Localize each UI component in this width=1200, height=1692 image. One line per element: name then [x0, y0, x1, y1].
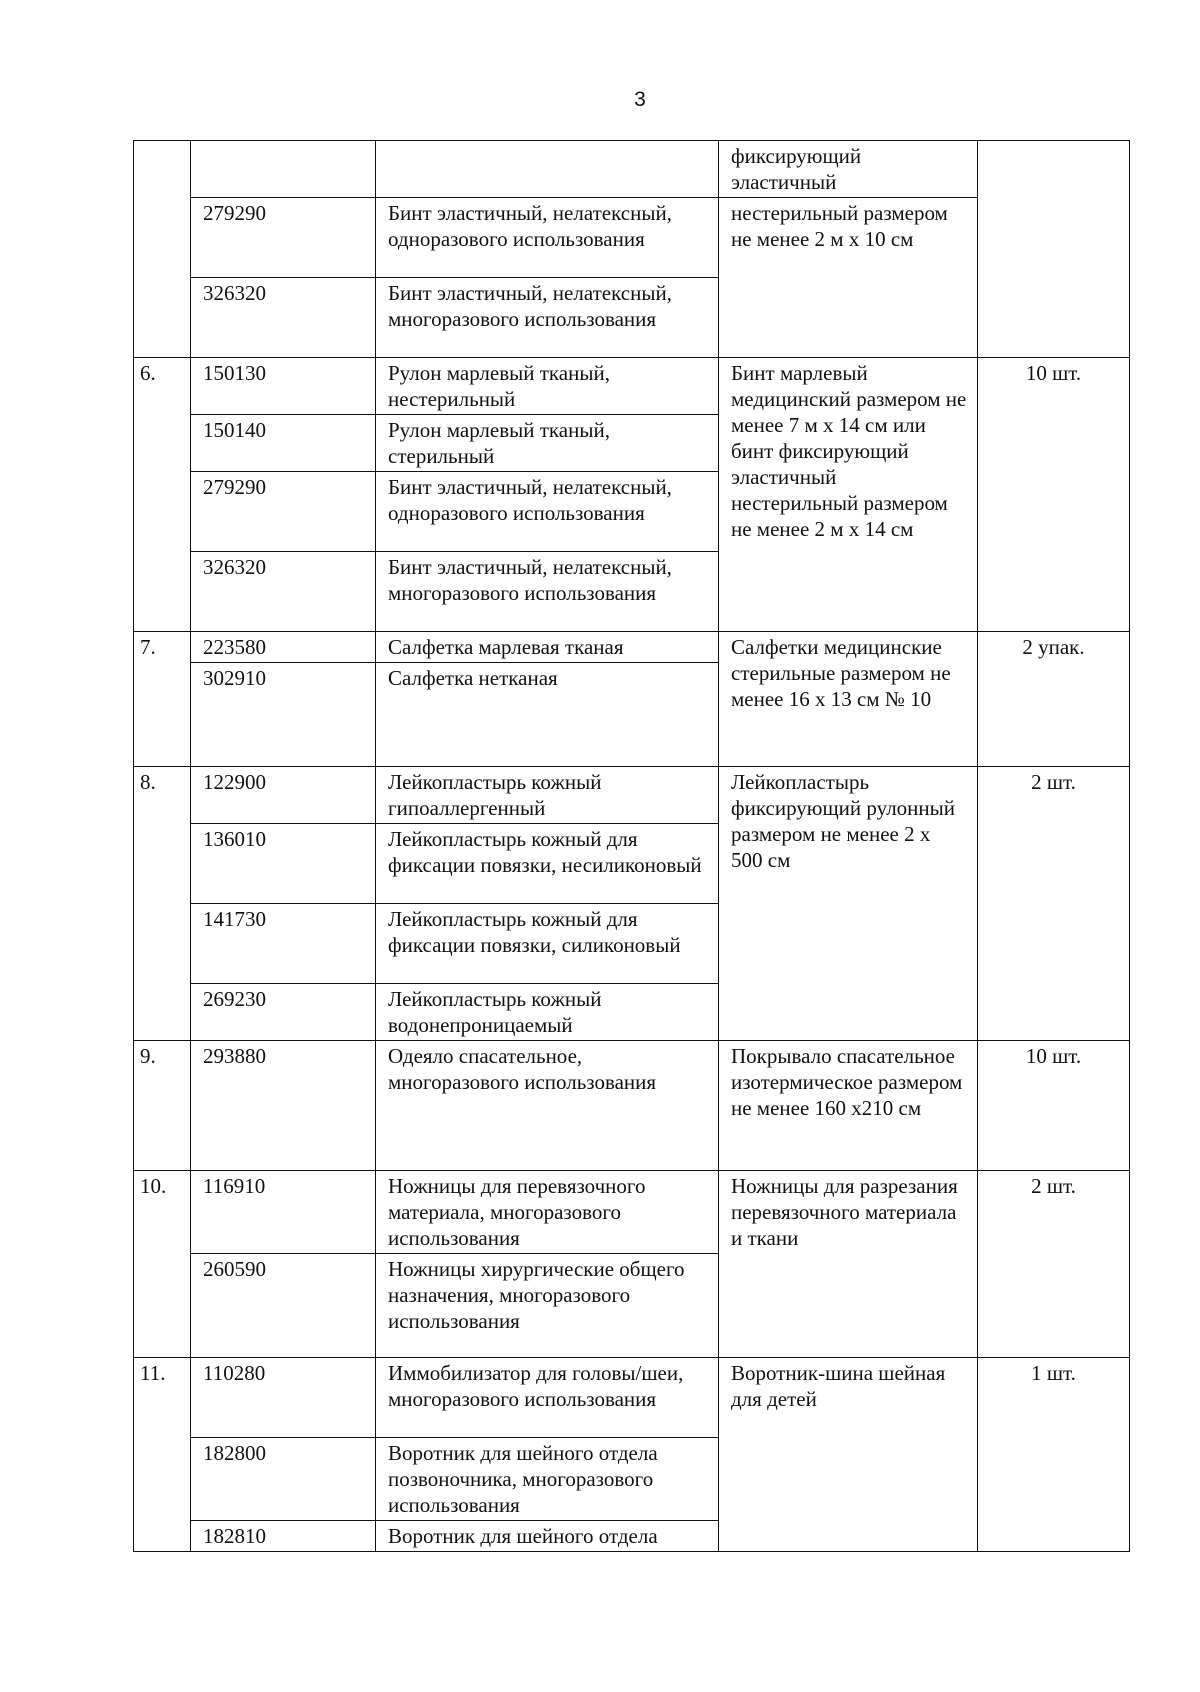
item-code: 150130	[191, 358, 376, 415]
item-description: Лейкопластырь фиксирующий рулонный размером не менее 2 х 500 см	[719, 767, 978, 1041]
item-name: Лейкопластырь кожный для фиксации повязки, силиконовый	[376, 904, 719, 984]
item-name: Рулон марлевый тканый, нестерильный	[376, 358, 719, 415]
item-code: 260590	[191, 1254, 376, 1358]
item-code: 141730	[191, 904, 376, 984]
item-code: 293880	[191, 1041, 376, 1171]
item-code: 326320	[191, 552, 376, 632]
item-code: 116910	[191, 1171, 376, 1254]
item-quantity: 2 упак.	[978, 632, 1130, 767]
item-code: 279290	[191, 472, 376, 552]
item-name: Ножницы хирургические общего назначения, многоразового использования	[376, 1254, 719, 1358]
row-number: 7.	[134, 632, 191, 767]
item-description: Покрывало спасательное изотермическое размером не менее 160 х210 см	[719, 1041, 978, 1171]
item-name: Воротник для шейного отдела позвоночника, многоразового использования	[376, 1438, 719, 1521]
item-code: 182800	[191, 1438, 376, 1521]
item-code: 136010	[191, 824, 376, 904]
item-name	[376, 141, 719, 198]
item-code: 302910	[191, 663, 376, 767]
item-name: Бинт эластичный, нелатексный, многоразового использования	[376, 278, 719, 358]
item-name: Рулон марлевый тканый, стерильный	[376, 415, 719, 472]
table-row	[134, 141, 1130, 198]
item-code: 110280	[191, 1358, 376, 1438]
item-name: Лейкопластырь кожный для фиксации повязки, несиликоновый	[376, 824, 719, 904]
item-name: Одеяло спасательное, многоразового использования	[376, 1041, 719, 1171]
item-name: Бинт эластичный, нелатексный, одноразового использования	[376, 472, 719, 552]
item-quantity: 10 шт.	[978, 358, 1130, 632]
row-number: 10.	[134, 1171, 191, 1358]
item-code: 150140	[191, 415, 376, 472]
row-number: 6.	[134, 358, 191, 632]
item-quantity: 1 шт.	[978, 1358, 1130, 1552]
item-description: нестерильный размером не менее 2 м х 10 см	[719, 198, 978, 358]
equipment-table	[133, 140, 1130, 1552]
item-code: 279290	[191, 198, 376, 278]
item-name: Лейкопластырь кожный гипоаллергенный	[376, 767, 719, 824]
row-number	[134, 141, 191, 358]
item-description: фиксирующий эластичный	[719, 141, 978, 198]
item-name: Салфетка марлевая тканая	[376, 632, 719, 663]
table-row	[134, 1358, 1130, 1438]
item-name: Воротник для шейного отдела	[376, 1521, 719, 1552]
item-code: 122900	[191, 767, 376, 824]
item-description: Бинт марлевый медицинский размером не менее 7 м х 14 см или бинт фиксирующий эластичный нестерильный размером не менее 2 м х 14 см	[719, 358, 978, 632]
item-description: Салфетки медицинские стерильные размером не менее 16 х 13 см № 10	[719, 632, 978, 767]
item-description: Ножницы для разрезания перевязочного материала и ткани	[719, 1171, 978, 1358]
row-number: 9.	[134, 1041, 191, 1171]
item-name: Иммобилизатор для головы/шеи, многоразового использования	[376, 1358, 719, 1438]
item-code: 182810	[191, 1521, 376, 1552]
item-quantity: 2 шт.	[978, 767, 1130, 1041]
item-code: 223580	[191, 632, 376, 663]
item-code: 269230	[191, 984, 376, 1041]
item-name: Салфетка нетканая	[376, 663, 719, 767]
table-row	[134, 358, 1130, 415]
table-row	[134, 767, 1130, 824]
item-description: Воротник-шина шейная для детей	[719, 1358, 978, 1552]
item-name: Бинт эластичный, нелатексный, многоразового использования	[376, 552, 719, 632]
item-quantity: 10 шт.	[978, 1041, 1130, 1171]
page-number: 3	[634, 88, 646, 111]
item-name: Бинт эластичный, нелатексный, одноразового использования	[376, 198, 719, 278]
row-number: 8.	[134, 767, 191, 1041]
table-row	[134, 1171, 1130, 1254]
item-name: Ножницы для перевязочного материала, многоразового использования	[376, 1171, 719, 1254]
item-name: Лейкопластырь кожный водонепроницаемый	[376, 984, 719, 1041]
table-row	[134, 632, 1130, 663]
item-code	[191, 141, 376, 198]
row-number: 11.	[134, 1358, 191, 1552]
table-row	[134, 1041, 1130, 1171]
item-quantity	[978, 141, 1130, 358]
item-code: 326320	[191, 278, 376, 358]
item-quantity: 2 шт.	[978, 1171, 1130, 1358]
